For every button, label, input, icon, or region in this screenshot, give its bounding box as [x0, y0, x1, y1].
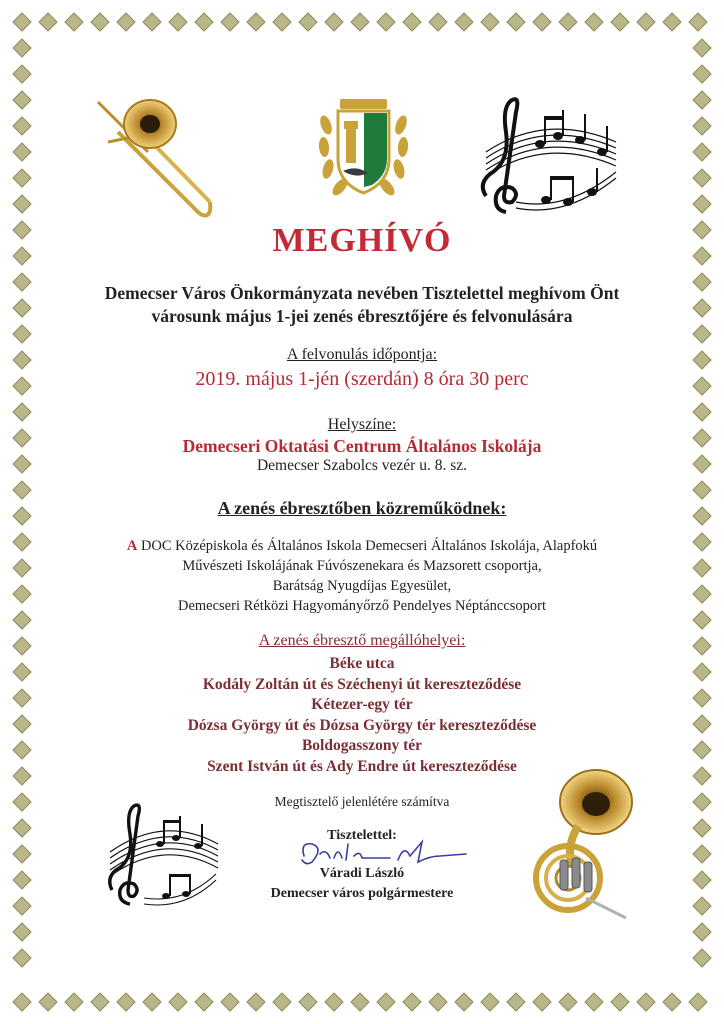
- border-diamond: [247, 13, 265, 31]
- border-diamond: [533, 13, 551, 31]
- border-diamond: [689, 993, 707, 1011]
- invitation-title: MEGHÍVÓ: [272, 222, 452, 259]
- contributors-list: [0, 536, 724, 616]
- border-diamond: [481, 993, 499, 1011]
- border-diamond: [299, 13, 317, 31]
- border-diamond: [585, 13, 603, 31]
- border-diamond: [663, 993, 681, 1011]
- border-diamond: [143, 993, 161, 1011]
- border-diamond: [91, 13, 109, 31]
- border-diamond: [247, 993, 265, 1011]
- border-diamond: [693, 845, 711, 863]
- border-diamond: [195, 993, 213, 1011]
- border-diamond: [13, 39, 31, 57]
- border-diamond: [143, 13, 161, 31]
- contributors-line: Barátság Nyugdíjas Egyesület,: [272, 578, 452, 594]
- contributors-lead: A: [126, 538, 138, 554]
- border-diamond: [351, 993, 369, 1011]
- border-diamond: [693, 949, 711, 967]
- music-notes-icon: [476, 92, 624, 222]
- border-diamond: [117, 993, 135, 1011]
- border-diamond: [507, 13, 525, 31]
- border-diamond: [693, 65, 711, 83]
- border-diamond: [13, 195, 31, 213]
- border-diamond: [39, 13, 57, 31]
- venue-address: Demecser Szabolcs vezér u. 8. sz.: [256, 457, 468, 474]
- border-diamond: [273, 993, 291, 1011]
- border-diamond: [611, 13, 629, 31]
- stop-item: Kodály Zoltán út és Széchenyi út kereszteződése: [202, 675, 522, 693]
- venue-name: Demecseri Oktatási Centrum Általános Iskolája: [182, 436, 542, 456]
- invitation-intro: [0, 282, 724, 328]
- border-diamond: [663, 13, 681, 31]
- border-diamond: [13, 845, 31, 863]
- stop-item: Béke utca: [329, 655, 395, 672]
- border-diamond: [13, 13, 31, 31]
- border-diamond: [559, 993, 577, 1011]
- border-diamond: [169, 993, 187, 1011]
- venue-label-row: [0, 416, 724, 434]
- border-diamond: [693, 169, 711, 187]
- stop-item: Szent István út és Ady Endre út kereszteződése: [207, 757, 517, 775]
- border-diamond: [559, 13, 577, 31]
- closing-line: Megtisztelő jelenlétére számítva: [274, 794, 450, 809]
- parade-time-label: A felvonulás időpontja:: [286, 346, 438, 363]
- border-diamond: [65, 993, 83, 1011]
- city-crest-icon: [316, 95, 411, 205]
- border-diamond: [693, 195, 711, 213]
- contributors-heading: A zenés ébresztőben közreműködnek:: [217, 498, 507, 518]
- stop-item: Boldogasszony tér: [301, 737, 423, 755]
- border-diamond: [325, 993, 343, 1011]
- border-diamond: [221, 993, 239, 1011]
- border-diamond: [481, 13, 499, 31]
- border-diamond: [693, 117, 711, 135]
- border-diamond: [273, 13, 291, 31]
- border-diamond: [299, 993, 317, 1011]
- border-diamond: [693, 143, 711, 161]
- border-diamond: [693, 39, 711, 57]
- parade-time-label-row: [0, 346, 724, 364]
- border-diamond: [507, 993, 525, 1011]
- stop-item: Dózsa György út és Dózsa György tér kereszteződése: [187, 716, 537, 734]
- border-diamond: [637, 993, 655, 1011]
- contributors-line: [0, 536, 724, 556]
- border-diamond: [13, 923, 31, 941]
- border-diamond: [13, 481, 31, 499]
- border-diamond: [455, 13, 473, 31]
- contributors-line: Művészeti Iskolájának Fúvószenekara és Mazsorett csoportja,: [182, 558, 542, 574]
- contributors-text: DOC Középiskola és Általános Iskola Demecseri Általános Iskolája, Alapfokú: [140, 538, 598, 554]
- border-diamond: [377, 993, 395, 1011]
- stops-list: [0, 654, 724, 778]
- border-diamond: [39, 993, 57, 1011]
- border-diamond: [403, 993, 421, 1011]
- border-diamond: [693, 923, 711, 941]
- intro-line: városunk május 1-jei zenés ébresztőjére és felvonulására: [151, 306, 573, 326]
- border-diamond: [13, 169, 31, 187]
- border-diamond: [693, 91, 711, 109]
- border-diamond: [455, 993, 473, 1011]
- border-diamond: [13, 91, 31, 109]
- border-diamond: [403, 13, 421, 31]
- border-diamond: [13, 143, 31, 161]
- border-diamond: [351, 13, 369, 31]
- signer-block: [0, 864, 724, 904]
- border-diamond: [65, 13, 83, 31]
- border-diamond: [689, 13, 707, 31]
- stops-heading: A zenés ébresztő megállóhelyei:: [258, 632, 466, 649]
- border-diamond: [611, 993, 629, 1011]
- border-diamond: [195, 13, 213, 31]
- border-diamond: [91, 993, 109, 1011]
- border-diamond: [377, 13, 395, 31]
- contributors-line: Demecseri Rétközi Hagyományőrző Pendelyes Néptánccsoport: [177, 598, 546, 614]
- border-diamond: [429, 13, 447, 31]
- trombone-icon: [88, 92, 218, 227]
- signer-role: Demecser város polgármestere: [270, 886, 454, 901]
- border-diamond: [637, 13, 655, 31]
- stop-item: Kétezer-egy tér: [311, 696, 413, 714]
- border-diamond: [429, 993, 447, 1011]
- border-diamond: [13, 65, 31, 83]
- signer-name: Váradi László: [319, 866, 405, 881]
- border-diamond: [585, 993, 603, 1011]
- venue-label: Helyszíne:: [327, 416, 397, 433]
- parade-date: 2019. május 1-jén (szerdán) 8 óra 30 perc: [195, 368, 529, 390]
- border-diamond: [117, 13, 135, 31]
- border-diamond: [693, 481, 711, 499]
- border-diamond: [13, 117, 31, 135]
- border-diamond: [13, 949, 31, 967]
- intro-line: Demecser Város Önkormányzata nevében Tisztelettel meghívom Önt: [104, 283, 620, 303]
- greeting: Tisztelettel:: [327, 828, 397, 843]
- border-diamond: [325, 13, 343, 31]
- border-diamond: [169, 13, 187, 31]
- border-diamond: [221, 13, 239, 31]
- border-diamond: [13, 993, 31, 1011]
- border-diamond: [533, 993, 551, 1011]
